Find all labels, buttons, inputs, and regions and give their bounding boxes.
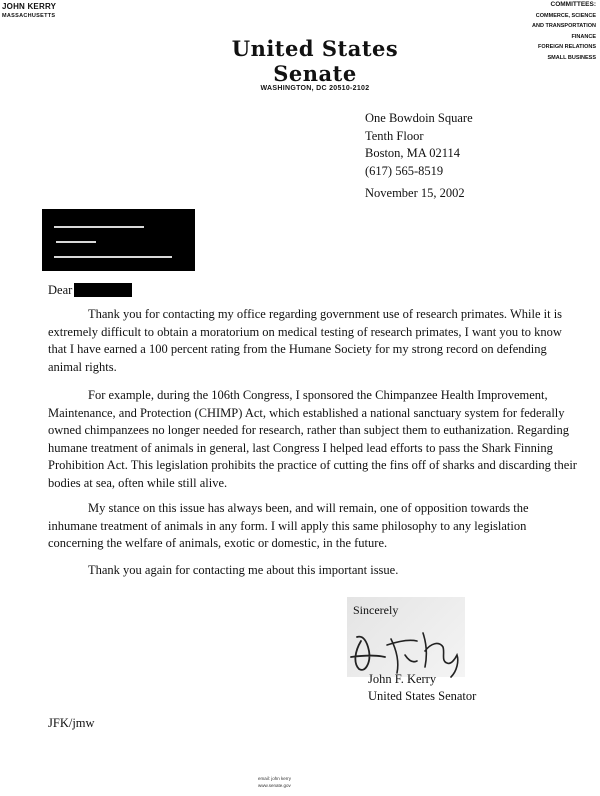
paragraph-text: Thank you again for contacting me about this important issue.	[88, 563, 399, 577]
footer-line: www.senate.gov	[258, 783, 291, 788]
committee-item: FINANCE	[571, 33, 596, 40]
address-line: One Bowdoin Square	[365, 111, 473, 125]
paragraph-text: Thank you for contacting my office regarding government use of research primates. While it is extremely difficult to obtain a moratorium on medical testing of research primates, I want you to know that I have earned a 100 percent rating from the Humane Society for my strong record on defending animal rights.	[48, 307, 563, 374]
senator-state: MASSACHUSETTS	[2, 13, 56, 19]
signer-title: United States Senator	[368, 689, 477, 703]
letterhead	[200, 36, 430, 92]
typist-initials: JFK/jmw	[48, 716, 95, 730]
salutation	[48, 283, 132, 298]
body-paragraph	[48, 306, 578, 376]
footer	[258, 775, 291, 789]
signer-name: John F. Kerry	[368, 672, 437, 686]
committee-item: SMALL BUSINESS	[547, 54, 596, 61]
redaction-artifact	[54, 226, 144, 228]
redacted-recipient-address	[42, 209, 195, 271]
redaction-artifact	[54, 256, 172, 258]
address-line: Tenth Floor	[365, 128, 424, 143]
redacted-recipient-name	[74, 283, 132, 297]
body-paragraph	[48, 562, 578, 580]
committee-item: AND TRANSPORTATION	[532, 23, 596, 29]
body-paragraph	[48, 500, 578, 553]
paragraph-text: My stance on this issue has always been, and will remain, one of opposition towards the inhumane treatment of animals in any form. I will apply this same philosophy to any legislation concerning the welfare of animals, exotic or domestic, in the future.	[48, 501, 529, 550]
signer-block	[368, 671, 476, 705]
paragraph-text: For example, during the 106th Congress, I sponsored the Chimpanzee Health Improvement, Maintenance, and Protection (CHIMP) Act, which established a national sanctuary system for federally owned chimpanzees no longer needed for research, rather than subject them to euthanization. Regarding humane treatment of animals in general, last Congress I helped lead efforts to pass the Shark Finning Prohibition Act. This legislation prohibits the practice of cutting the fins off of sharks and discarding their bodies at sea, often while still alive.	[48, 388, 577, 490]
committee-item: COMMERCE, SCIENCE	[535, 12, 596, 19]
address-phone: (617) 565-8519	[365, 163, 444, 178]
redaction-artifact	[56, 241, 96, 243]
committees-heading: COMMITTEES:	[550, 1, 596, 8]
committees-list	[514, 0, 596, 63]
letterhead-city: WASHINGTON, DC 20510-2102	[260, 85, 370, 92]
committee-item: FOREIGN RELATIONS	[538, 44, 596, 50]
address-line: Boston, MA 02114	[365, 146, 461, 160]
body-paragraph	[48, 387, 578, 492]
letter-date: November 15, 2002	[365, 186, 465, 200]
closing-sincerely: Sincerely	[353, 603, 399, 617]
senator-name: JOHN KERRY	[2, 2, 57, 11]
footer-line: email: john kerry	[258, 776, 292, 781]
letterhead-title: United States Senate	[231, 36, 399, 86]
return-address	[365, 110, 473, 180]
salutation-text: Dear	[48, 283, 73, 297]
